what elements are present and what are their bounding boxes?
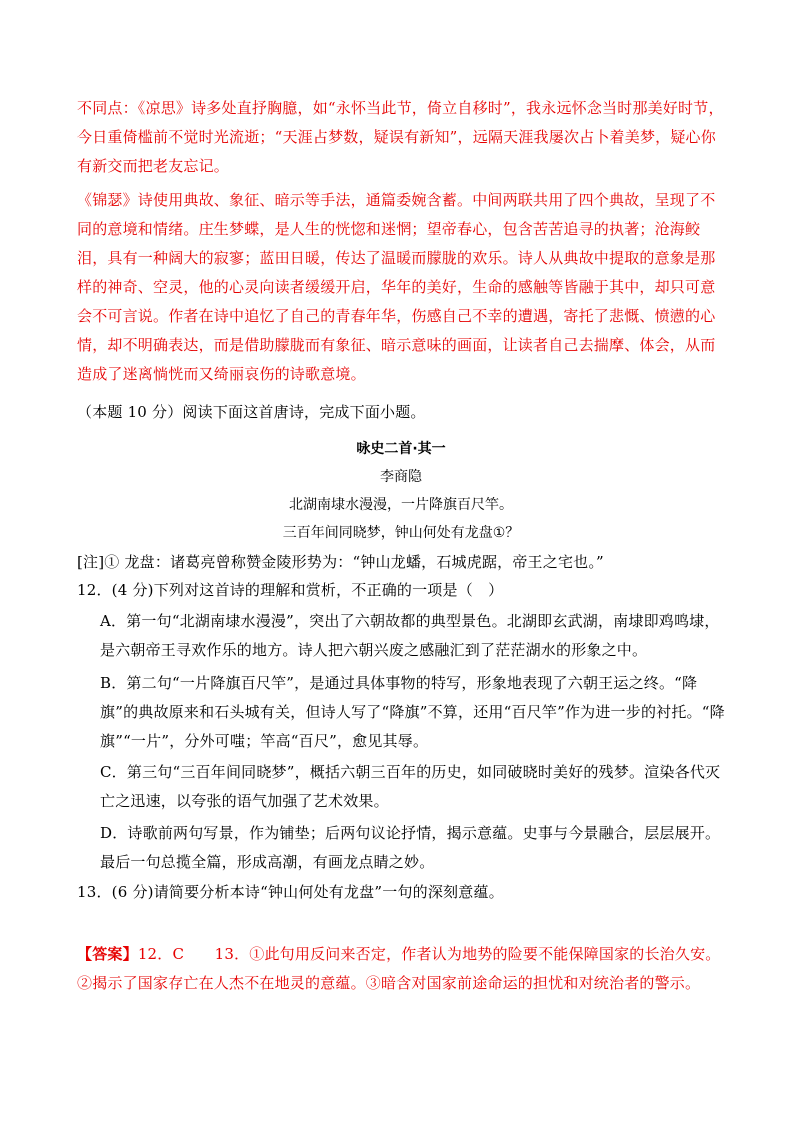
option-d: D．诗歌前两句写景，作为铺垫；后两句议论抒情，揭示意蕴。史事与今景融合，层层展开。最后一句总揽全篇，形成高潮，有画龙点睛之妙。 [100,824,721,871]
poem-author: 李商隐 [380,469,422,485]
poem-line-1: 北湖南埭水漫漫，一片降旗百尺竿。 [289,497,513,513]
poem-title: 咏史二首·其一 [356,441,446,457]
option-c: C．第三句“三百年间同晓梦”，概括六朝三百年的历史，如同破晓时美好的残梦。渲染各代灭亡之迅速，以夸张的语气加强了艺术效果。 [100,763,721,810]
question-13-stem: 13．(6 分)请简要分析本诗“钟山何处有龙盘”一句的深刻意蕴。 [77,883,504,901]
poem-note: [注]① 龙盘：诸葛亮曾称赞金陵形势为：“钟山龙蟠，石城虎踞，帝王之宅也。” [77,553,604,571]
answer-difference-liangsi: 不同点：《凉思》诗多处直抒胸臆，如“永怀当此节，倚立自移时”，我永远怀念当时那美好时节，今日重倚槛前不觉时光流逝；“天涯占梦数，疑误有新知”，远隔天涯我屡次占卜着美梦，疑心你有新交而把老友忘记。 [77,99,724,175]
answer-jinse-analysis: 《锦瑟》诗使用典故、象征、暗示等手法，通篇委婉含蓄。中间两联共用了四个典故，呈现了不同的意境和情绪。庄生梦蝶，是人生的恍惚和迷惘；望帝春心，包含苦苦追寻的执著；沧海鲛泪，具有一种阔大的寂寥；蓝田日暖，传达了温暖而朦胧的欢乐。诗人从典故中提取的意象是那样的神奇、空灵，他的心灵向读者缓缓开启，华年的美好，生命的感触等皆融于其中，却只可意会不可言说。作者在诗中追忆了自己的青春年华，伤感自己不幸的遭遇，寄托了悲慨、愤懑的心情，却不明确表达，而是借助朦胧而有象征、暗示意味的画面，让读者自己去揣摩、体会，从而造成了迷离惝恍而又绮丽哀伤的诗歌意境。 [77,191,716,383]
answer-block [77,940,725,998]
question-intro: （本题 10 分）阅读下面这首唐诗，完成下面小题。 [77,403,426,421]
option-b: B．第二句“一片降旗百尺竿”，是通过具体事物的特写，形象地表现了六朝王运之终。“降旗”的典故原来和石头城有关，但诗人写了“降旗”不算，还用“百尺竿”作为进一步的衬托。“降旗”“一片”，分外可嗤；竿高“百尺”，愈见其辱。 [100,674,725,750]
question-12-stem: 12．(4 分)下列对这首诗的理解和赏析，不正确的一项是（ ） [77,581,504,599]
answer-text: 12．C 13．①此句用反问来否定，作者认为地势的险要不能保障国家的长治久安。②揭示了国家存亡在人杰不在地灵的意蕴。③暗含对国家前途命运的担忧和对统治者的警示。 [77,945,721,992]
answer-tag: 【答案】 [77,945,138,963]
poem-line-2: 三百年间同晓梦，钟山何处有龙盘①？ [282,525,520,541]
option-a: A．第一句“北湖南埭水漫漫”，突出了六朝故都的典型景色。北湖即玄武湖，南埭即鸡鸣埭，是六朝帝王寻欢作乐的地方。诗人把六朝兴废之感融汇到了茫茫湖水的形象之中。 [100,612,720,659]
